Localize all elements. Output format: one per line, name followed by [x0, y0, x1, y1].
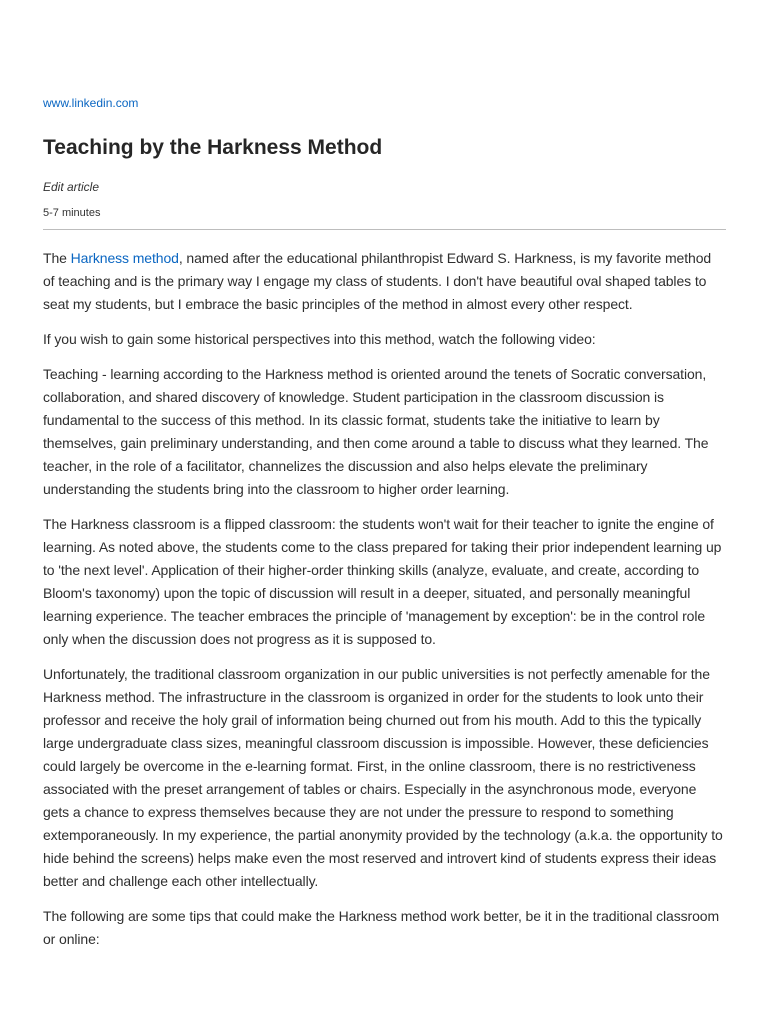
- paragraph-tips-intro: The following are some tips that could make the Harkness method work better, be it in the traditional classroom or online:: [43, 908, 720, 947]
- harkness-method-link[interactable]: Harkness method: [70, 250, 179, 266]
- article-body: [43, 247, 726, 951]
- paragraph-intro-rest: , named after the educational philanthropist Edward S. Harkness, is my favorite method of teaching and is the primary way I engage my class of students. I don't have beautiful oval shaped tables to seat my students, but I embrace the basic principles of the method in almost every other respect.: [43, 250, 712, 312]
- header-divider: [43, 229, 726, 230]
- paragraph-intro: [43, 247, 726, 316]
- paragraph-video-intro: If you wish to gain some historical perspectives into this method, watch the following video:: [43, 331, 596, 347]
- article-page: [43, 95, 726, 963]
- article-title: Teaching by the Harkness Method: [43, 136, 383, 159]
- source-link[interactable]: www.linkedin.com: [43, 96, 139, 110]
- paragraph-flipped-classroom: The Harkness classroom is a flipped classroom: the students won't wait for their teacher to ignite the engine of learning. As noted above, the students come to the class prepared for taking their prior independent learning up to 'the next level'. Application of their higher-order thinking skills (analyze, evaluate, and create, according to Bloom's taxonomy) upon the topic of discussion will result in a deeper, situated, and personally meaningful learning experience. The teacher embraces the principle of 'management by exception': be in the control role only when the discussion does not progress as it is supposed to.: [43, 516, 722, 647]
- edit-article-label: Edit article: [43, 180, 100, 194]
- reading-time: 5-7 minutes: [43, 207, 101, 219]
- paragraph-intro-lead: The: [43, 250, 71, 266]
- paragraph-method-overview: Teaching - learning according to the Harkness method is oriented around the tenets of Socratic conversation, collaboration, and shared discovery of knowledge. Student participation in the classroom discussion is fundamental to the success of this method. In its classic format, students take the initiative to learn by themselves, gain preliminary understanding, and then come around a table to discuss what they learned. The teacher, in the role of a facilitator, channelizes the discussion and also helps elevate the preliminary understanding the students bring into the classroom to higher order learning.: [43, 366, 709, 497]
- paragraph-classroom-limitations: Unfortunately, the traditional classroom organization in our public universities is not perfectly amenable for the Harkness method. The infrastructure in the classroom is organized in order for the students to look unto their professor and receive the holy grail of information being churned out from his mouth. Add to this the typically large undergraduate class sizes, meaningful classroom discussion is impossible. However, these deficiencies could largely be overcome in the e-learning format. First, in the online classroom, there is no restrictiveness associated with the preset arrangement of tables or chairs. Especially in the asynchronous mode, everyone gets a chance to express themselves because they are not under the pressure to respond to something extemporaneously. In my experience, the partial anonymity provided by the technology (a.k.a. the opportunity to hide behind the screens) helps make even the most reserved and introvert kind of students express their ideas better and challenge each other intellectually.: [43, 666, 723, 889]
